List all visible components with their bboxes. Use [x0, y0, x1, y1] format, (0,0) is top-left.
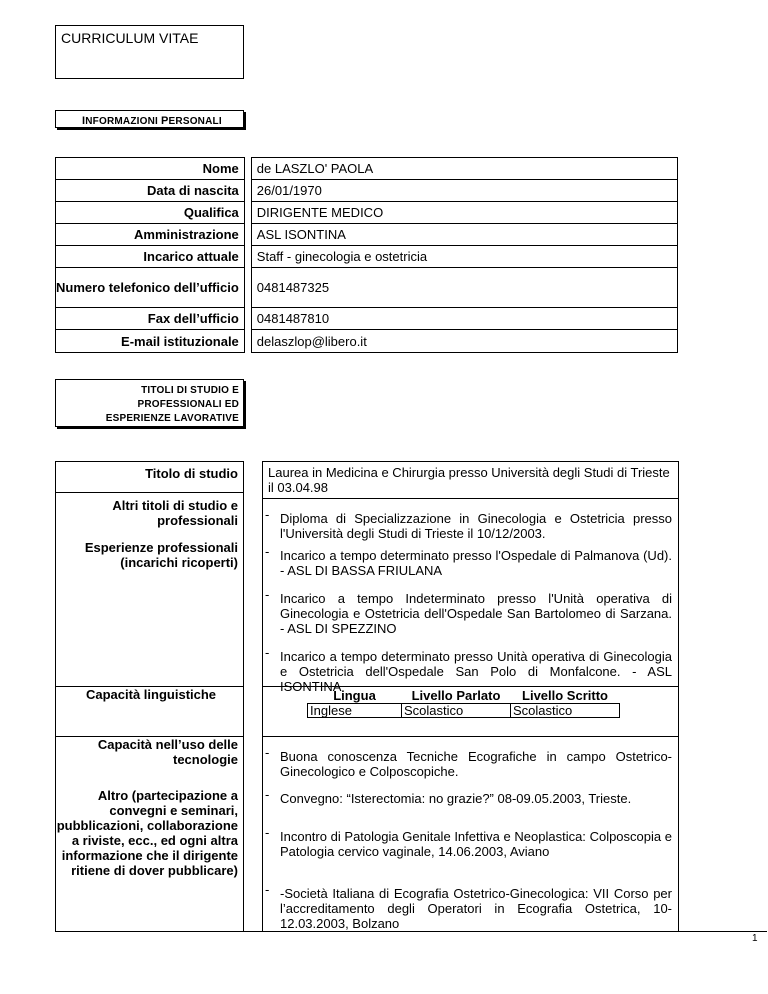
label-titolo: Titolo di studio — [145, 466, 238, 481]
field-label: Qualifica — [56, 202, 245, 224]
table-cell: Inglese — [308, 704, 402, 718]
column-header: Lingua — [333, 688, 376, 703]
column-header: Livello Scritto — [522, 688, 608, 703]
section-heading-education-text: TITOLI DI STUDIO E PROFESSIONALI ED ESPERIENZE LAVORATIVE — [105, 385, 239, 424]
label-lingue: Capacità linguistiche — [86, 687, 217, 702]
field-value: 0481487325 — [251, 268, 677, 308]
field-label: Numero telefonico dell’ufficio — [56, 268, 245, 308]
table-row — [56, 224, 678, 246]
field-label: Data di nascita — [56, 180, 245, 202]
table-header-row — [308, 689, 620, 704]
bullet: - — [265, 544, 270, 559]
table-row — [56, 268, 678, 308]
bullet: - — [265, 825, 270, 840]
labels-column — [55, 461, 244, 931]
esperienza-item: Incarico a tempo determinato presso Unità operativa di Ginecologia e Ostetricia dell'Ospedale San Polo di Monfalcone. - ASL ISONTINA — [280, 649, 672, 694]
titolo-value: Laurea in Medicina e Chirurgia presso Università degli Studi di Trieste il 03.04.98 — [268, 465, 670, 495]
column-header: Livello Parlato — [411, 688, 501, 703]
languages-table — [307, 689, 620, 718]
document-title: CURRICULUM VITAE — [61, 30, 199, 46]
label-tecnologie: Capacità nell’uso delle tecnologie — [97, 737, 238, 767]
field-value: de LASZLO' PAOLA — [251, 158, 677, 180]
altri-titoli-item: Diploma di Specializzazione in Ginecologia e Ostetricia presso l'Università degli Studi di Trieste il 10/12/2003. — [280, 511, 672, 541]
content-column — [262, 461, 679, 931]
bullet: - — [265, 787, 270, 802]
table-row — [56, 202, 678, 224]
table-row — [56, 308, 678, 330]
section-heading-personal-text: INFORMAZIONI PERSONALI — [82, 115, 222, 127]
page-number: 1 — [752, 933, 758, 944]
table-row — [56, 180, 678, 202]
title-box — [55, 25, 244, 79]
esperienza-item: Incarico a tempo determinato presso l'Ospedale di Palmanova (Ud). - ASL DI BASSA FRIULANA — [280, 548, 672, 578]
altro-item: Incontro di Patologia Genitale Infettiva e Neoplastica: Colposcopia e Patologia cervico vaginale, 14.06.2003, Aviano — [280, 829, 672, 859]
bullet: - — [265, 745, 270, 760]
personal-info-table — [55, 157, 678, 353]
section-heading-education — [55, 379, 244, 427]
field-value: delaszlop@libero.it — [251, 330, 677, 353]
table-row — [308, 704, 620, 718]
field-label: Nome — [56, 158, 245, 180]
esperienza-item: Incarico a tempo Indeterminato presso l'Unità operativa di Ginecologia e Ostetricia dell'Ospedale San Bartolomeo di Sarzana. - ASL DI SPEZZINO — [280, 591, 672, 636]
bullet: - — [265, 645, 270, 660]
field-value: Staff - ginecologia e ostetricia — [251, 246, 677, 268]
field-label: Incarico attuale — [56, 246, 245, 268]
table-cell: Scolastico — [402, 704, 511, 718]
field-value: 26/01/1970 — [251, 180, 677, 202]
bullet: - — [265, 507, 270, 522]
table-row — [56, 330, 678, 353]
tecnologie-item: Buona conoscenza Tecniche Ecografiche in campo Ostetrico- Ginecologico e Colposcopiche. — [280, 749, 672, 779]
label-altri-titoli: Altri titoli di studio e professionali — [112, 498, 238, 528]
table-row — [56, 158, 678, 180]
field-label: Fax dell’ufficio — [56, 308, 245, 330]
field-value: ASL ISONTINA — [251, 224, 677, 246]
table-cell: Scolastico — [511, 704, 620, 718]
bullet: - — [265, 882, 270, 897]
table-row — [56, 246, 678, 268]
label-altro: Altro (partecipazione a convegni e seminari, pubblicazioni, collaborazione a riviste, ecc., ed ogni altra informazione che il dirigente ritiene di dover pubblicare) — [56, 788, 238, 878]
field-label: E-mail istituzionale — [56, 330, 245, 353]
bullet: - — [265, 587, 270, 602]
field-value: DIRIGENTE MEDICO — [251, 202, 677, 224]
altro-item: -Società Italiana di Ecografia Ostetrico-Ginecologica: VII Corso per l’accreditamento degli Operatori in Ecografia Ostetrica, 10-12.03.2003, Bolzano — [280, 886, 672, 931]
altro-item: Convegno: “Isterectomia: no grazie?” 08-09.05.2003, Trieste. — [280, 791, 632, 806]
field-label: Amministrazione — [56, 224, 245, 246]
field-value: 0481487810 — [251, 308, 677, 330]
section-heading-personal — [55, 110, 244, 128]
footer-line — [55, 931, 767, 932]
label-esperienze: Esperienze professionali (incarichi ricoperti) — [84, 540, 238, 570]
